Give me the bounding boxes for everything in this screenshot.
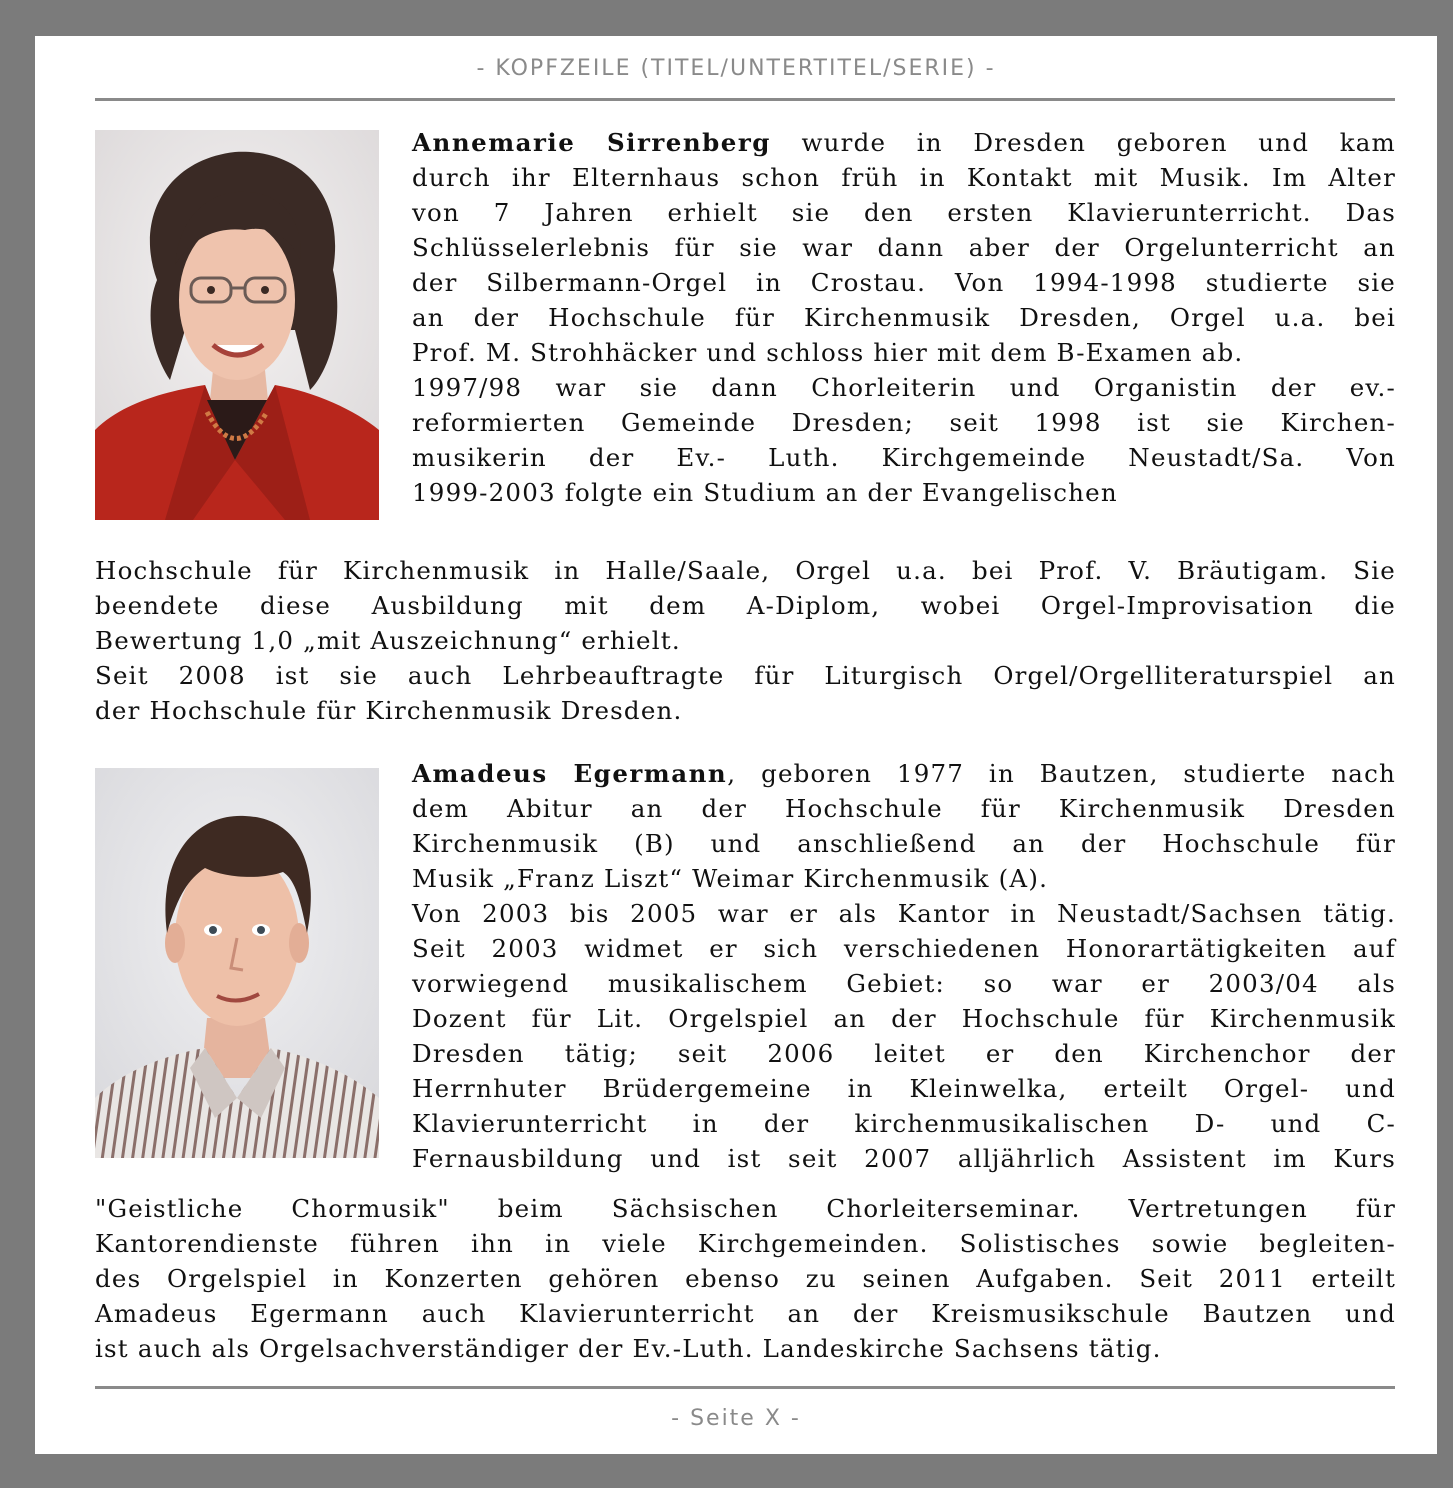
bio-line: Kantorendienste führen ihn in viele Kirchgemeinden. Solistisches sowie begleiten- <box>95 1229 1396 1258</box>
bio-amadeus-intro <box>412 756 1396 1176</box>
bio-line: ist auch als Orgelsachverständiger der Ev.-Luth. Landeskirche Sachsens tätig. <box>95 1334 1162 1363</box>
bio-line: Seit 2003 widmet er sich verschiedenen Honorartätigkeiten auf <box>412 934 1396 963</box>
bio-line: beendete diese Ausbildung mit dem A-Diplom, wobei Orgel-Improvisation die <box>95 591 1396 620</box>
bio-line: Von 2003 bis 2005 war er als Kantor in Neustadt/Sachsen tätig. <box>412 899 1396 928</box>
bio-line: der Silbermann-Orgel in Crostau. Von 1994-1998 studierte sie <box>412 268 1396 297</box>
header-rule <box>95 98 1395 101</box>
bio-line: reformierten Gemeinde Dresden; seit 1998 ist sie Kirchen- <box>412 408 1396 437</box>
bio-line: Annemarie Sirrenberg wurde in Dresden geboren und kam <box>412 128 1396 157</box>
bio-line: von 7 Jahren erhielt sie den ersten Klavierunterricht. Das <box>412 198 1396 227</box>
bio-line: Bewertung 1,0 „mit Auszeichnung“ erhielt. <box>95 626 681 655</box>
bio-line: Prof. M. Strohhäcker und schloss hier mit dem B-Examen ab. <box>412 338 1244 367</box>
bio-line: Musik „Franz Liszt“ Weimar Kirchenmusik (A). <box>412 864 1049 893</box>
page-header: - KOPFZEILE (TITEL/UNTERTITEL/SERIE) - <box>476 56 996 81</box>
bio-line: 1999-2003 folgte ein Studium an der Evangelischen <box>412 478 1118 507</box>
person-name: Amadeus Egermann <box>412 759 728 788</box>
bio-line: Seit 2008 ist sie auch Lehrbeauftragte für Liturgisch Orgel/Orgelliteraturspiel an <box>95 661 1396 690</box>
document-page <box>35 36 1437 1454</box>
bio-line: an der Hochschule für Kirchenmusik Dresden, Orgel u.a. bei <box>412 303 1396 332</box>
bio-line: musikerin der Ev.- Luth. Kirchgemeinde Neustadt/Sa. Von <box>412 443 1396 472</box>
bio-line: Klavierunterricht in der kirchenmusikalischen D- und C- <box>412 1109 1396 1138</box>
bio-line: Dresden tätig; seit 2006 leitet er den Kirchenchor der <box>412 1039 1396 1068</box>
bio-annemarie-intro <box>412 125 1396 510</box>
bio-line: Amadeus Egermann auch Klavierunterricht an der Kreismusikschule Bautzen und <box>95 1299 1396 1328</box>
bio-line: Fernausbildung und ist seit 2007 alljährlich Assistent im Kurs <box>412 1144 1396 1173</box>
bio-annemarie-continued <box>95 553 1396 728</box>
portrait-annemarie-sirrenberg <box>95 130 379 520</box>
bio-line: durch ihr Elternhaus schon früh in Kontakt mit Musik. Im Alter <box>412 163 1396 192</box>
bio-line: 1997/98 war sie dann Chorleiterin und Organistin der ev.- <box>412 373 1396 402</box>
bio-line: Amadeus Egermann, geboren 1977 in Bautzen, studierte nach <box>412 759 1397 788</box>
bio-line: Dozent für Lit. Orgelspiel an der Hochschule für Kirchenmusik <box>412 1004 1396 1033</box>
portrait-amadeus-egermann <box>95 768 379 1158</box>
bio-line: der Hochschule für Kirchenmusik Dresden. <box>95 696 683 725</box>
person-name: Annemarie Sirrenberg <box>412 128 771 157</box>
bio-line: "Geistliche Chormusik" beim Sächsischen Chorleiterseminar. Vertretungen für <box>95 1194 1396 1223</box>
footer-rule <box>95 1386 1395 1389</box>
bio-amadeus-continued <box>95 1191 1396 1366</box>
bio-line: Herrnhuter Brüdergemeine in Kleinwelka, erteilt Orgel- und <box>412 1074 1396 1103</box>
page-footer: - Seite X - <box>671 1406 801 1431</box>
bio-line: vorwiegend musikalischem Gebiet: so war er 2003/04 als <box>412 969 1396 998</box>
bio-line: Kirchenmusik (B) und anschließend an der Hochschule für <box>412 829 1396 858</box>
bio-line: Schlüsselerlebnis für sie war dann aber der Orgelunterricht an <box>412 233 1396 262</box>
bio-line: dem Abitur an der Hochschule für Kirchenmusik Dresden <box>412 794 1396 823</box>
bio-line: des Orgelspiel in Konzerten gehören ebenso zu seinen Aufgaben. Seit 2011 erteilt <box>95 1264 1396 1293</box>
bio-line: Hochschule für Kirchenmusik in Halle/Saale, Orgel u.a. bei Prof. V. Bräutigam. Sie <box>95 556 1396 585</box>
